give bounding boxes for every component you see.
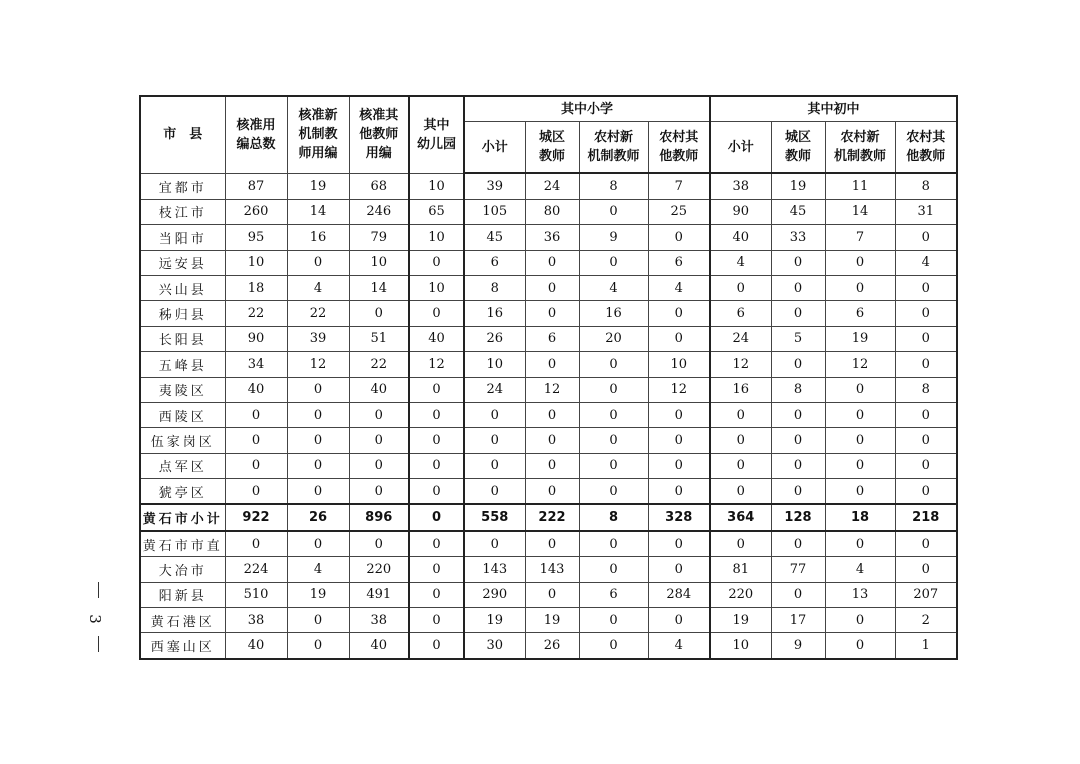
cell-value: 0 — [525, 479, 579, 505]
table-row — [140, 428, 957, 453]
cell-value: 0 — [287, 531, 349, 557]
header-primary-rural-other: 农村其 他教师 — [648, 122, 710, 174]
page-number-text: 3 — [85, 614, 104, 624]
cell-value: 143 — [525, 557, 579, 582]
cell-value: 290 — [464, 582, 525, 607]
header-middle-rural-new: 农村新 机制教师 — [825, 122, 895, 174]
cell-value: 0 — [287, 250, 349, 275]
cell-value: 220 — [349, 557, 409, 582]
table-row — [140, 633, 957, 659]
cell-value: 79 — [349, 225, 409, 250]
cell-value: 12 — [287, 352, 349, 377]
row-name: 当阳市 — [140, 225, 225, 250]
cell-value: 10 — [648, 352, 710, 377]
cell-value: 19 — [287, 582, 349, 607]
cell-value: 0 — [710, 402, 771, 427]
cell-value: 8 — [895, 173, 957, 199]
cell-value: 0 — [409, 453, 464, 478]
cell-value: 0 — [287, 608, 349, 633]
table-row — [140, 199, 957, 224]
cell-value: 207 — [895, 582, 957, 607]
cell-value: 90 — [710, 199, 771, 224]
row-name: 猇亭区 — [140, 479, 225, 505]
cell-value: 0 — [409, 479, 464, 505]
cell-value: 0 — [895, 428, 957, 453]
page-number-dash-bottom — [98, 636, 99, 652]
cell-value: 4 — [895, 250, 957, 275]
cell-value: 0 — [579, 352, 648, 377]
cell-value: 0 — [648, 608, 710, 633]
row-name: 秭归县 — [140, 301, 225, 326]
header-middle-subtotal: 小计 — [710, 122, 771, 174]
cell-value: 24 — [710, 326, 771, 351]
cell-value: 0 — [225, 479, 287, 505]
cell-value: 0 — [648, 557, 710, 582]
header-other: 核准其 他教师 用编 — [349, 96, 409, 173]
cell-value: 12 — [409, 352, 464, 377]
row-name: 阳新县 — [140, 582, 225, 607]
cell-value: 40 — [710, 225, 771, 250]
cell-value: 4 — [825, 557, 895, 582]
cell-value: 39 — [287, 326, 349, 351]
cell-value: 0 — [409, 402, 464, 427]
cell-value: 10 — [409, 275, 464, 300]
cell-value: 0 — [825, 453, 895, 478]
cell-value: 10 — [225, 250, 287, 275]
cell-value: 0 — [825, 428, 895, 453]
header-middle-group: 其中初中 — [710, 96, 957, 122]
table-row — [140, 453, 957, 478]
cell-value: 4 — [648, 633, 710, 659]
row-name: 五峰县 — [140, 352, 225, 377]
cell-value: 0 — [409, 531, 464, 557]
cell-value: 24 — [464, 377, 525, 402]
cell-value: 4 — [710, 250, 771, 275]
cell-value: 0 — [409, 582, 464, 607]
cell-value: 0 — [825, 633, 895, 659]
cell-value: 0 — [287, 633, 349, 659]
cell-value: 0 — [409, 428, 464, 453]
cell-value: 0 — [579, 402, 648, 427]
cell-value: 6 — [825, 301, 895, 326]
cell-value: 0 — [225, 428, 287, 453]
table-row — [140, 608, 957, 633]
cell-value: 0 — [825, 377, 895, 402]
cell-value: 24 — [525, 173, 579, 199]
cell-value: 220 — [710, 582, 771, 607]
cell-value: 0 — [825, 250, 895, 275]
cell-value: 4 — [287, 557, 349, 582]
cell-value: 558 — [464, 504, 525, 530]
cell-value: 0 — [648, 402, 710, 427]
cell-value: 0 — [349, 301, 409, 326]
header-primary-urban: 城区 教师 — [525, 122, 579, 174]
cell-value: 45 — [464, 225, 525, 250]
cell-value: 0 — [464, 479, 525, 505]
cell-value: 7 — [825, 225, 895, 250]
cell-value: 4 — [579, 275, 648, 300]
cell-value: 0 — [825, 402, 895, 427]
cell-value: 0 — [579, 557, 648, 582]
cell-value: 222 — [525, 504, 579, 530]
header-city: 市 县 — [140, 96, 225, 173]
table-row — [140, 275, 957, 300]
cell-value: 90 — [225, 326, 287, 351]
cell-value: 0 — [895, 557, 957, 582]
cell-value: 12 — [710, 352, 771, 377]
cell-value: 0 — [579, 428, 648, 453]
cell-value: 0 — [648, 225, 710, 250]
cell-value: 26 — [525, 633, 579, 659]
cell-value: 0 — [825, 479, 895, 505]
cell-value: 8 — [771, 377, 825, 402]
header-primary-rural-new: 农村新 机制教师 — [579, 122, 648, 174]
cell-value: 0 — [349, 428, 409, 453]
cell-value: 0 — [225, 402, 287, 427]
header-primary-subtotal: 小计 — [464, 122, 525, 174]
cell-value: 246 — [349, 199, 409, 224]
row-name: 点军区 — [140, 453, 225, 478]
cell-value: 9 — [579, 225, 648, 250]
cell-value: 20 — [579, 326, 648, 351]
cell-value: 12 — [525, 377, 579, 402]
cell-value: 0 — [579, 608, 648, 633]
table-row — [140, 531, 957, 557]
cell-value: 0 — [648, 428, 710, 453]
cell-value: 0 — [771, 250, 825, 275]
table-row — [140, 557, 957, 582]
cell-value: 0 — [464, 402, 525, 427]
cell-value: 896 — [349, 504, 409, 530]
cell-value: 6 — [525, 326, 579, 351]
cell-value: 8 — [579, 504, 648, 530]
cell-value: 0 — [771, 352, 825, 377]
cell-value: 0 — [895, 531, 957, 557]
header-middle-rural-other: 农村其 他教师 — [895, 122, 957, 174]
cell-value: 80 — [525, 199, 579, 224]
cell-value: 14 — [349, 275, 409, 300]
cell-value: 38 — [710, 173, 771, 199]
cell-value: 0 — [771, 275, 825, 300]
cell-value: 19 — [287, 173, 349, 199]
cell-value: 260 — [225, 199, 287, 224]
row-name: 西塞山区 — [140, 633, 225, 659]
cell-value: 0 — [579, 453, 648, 478]
cell-value: 0 — [287, 428, 349, 453]
cell-value: 1 — [895, 633, 957, 659]
cell-value: 95 — [225, 225, 287, 250]
cell-value: 0 — [409, 250, 464, 275]
cell-value: 10 — [710, 633, 771, 659]
cell-value: 0 — [771, 301, 825, 326]
cell-value: 0 — [525, 428, 579, 453]
cell-value: 16 — [464, 301, 525, 326]
cell-value: 77 — [771, 557, 825, 582]
cell-value: 5 — [771, 326, 825, 351]
cell-value: 0 — [349, 402, 409, 427]
cell-value: 0 — [409, 301, 464, 326]
cell-value: 30 — [464, 633, 525, 659]
table-row — [140, 225, 957, 250]
cell-value: 0 — [525, 352, 579, 377]
page-number — [86, 582, 112, 652]
cell-value: 26 — [287, 504, 349, 530]
table-row — [140, 582, 957, 607]
row-name: 宜都市 — [140, 173, 225, 199]
cell-value: 0 — [771, 453, 825, 478]
cell-value: 218 — [895, 504, 957, 530]
cell-value: 0 — [710, 428, 771, 453]
staffing-table — [139, 95, 958, 660]
cell-value: 0 — [825, 608, 895, 633]
cell-value: 0 — [525, 402, 579, 427]
cell-value: 0 — [579, 250, 648, 275]
cell-value: 128 — [771, 504, 825, 530]
cell-value: 0 — [579, 199, 648, 224]
cell-value: 34 — [225, 352, 287, 377]
cell-value: 22 — [349, 352, 409, 377]
header-total: 核准用 编总数 — [225, 96, 287, 173]
cell-value: 26 — [464, 326, 525, 351]
cell-value: 18 — [225, 275, 287, 300]
cell-value: 0 — [464, 453, 525, 478]
cell-value: 14 — [825, 199, 895, 224]
cell-value: 364 — [710, 504, 771, 530]
cell-value: 0 — [648, 453, 710, 478]
table-row — [140, 173, 957, 199]
cell-value: 33 — [771, 225, 825, 250]
cell-value: 19 — [771, 173, 825, 199]
cell-value: 0 — [349, 453, 409, 478]
cell-value: 0 — [895, 479, 957, 505]
table-row — [140, 504, 957, 530]
cell-value: 0 — [349, 479, 409, 505]
cell-value: 0 — [525, 250, 579, 275]
cell-value: 6 — [579, 582, 648, 607]
cell-value: 0 — [287, 402, 349, 427]
row-name: 枝江市 — [140, 199, 225, 224]
cell-value: 6 — [464, 250, 525, 275]
cell-value: 0 — [771, 582, 825, 607]
cell-value: 0 — [287, 377, 349, 402]
cell-value: 0 — [579, 633, 648, 659]
cell-value: 0 — [579, 531, 648, 557]
cell-value: 68 — [349, 173, 409, 199]
cell-value: 13 — [825, 582, 895, 607]
cell-value: 16 — [710, 377, 771, 402]
cell-value: 0 — [895, 402, 957, 427]
header-primary-group: 其中小学 — [464, 96, 710, 122]
cell-value: 0 — [409, 377, 464, 402]
cell-value: 7 — [648, 173, 710, 199]
cell-value: 40 — [225, 377, 287, 402]
cell-value: 14 — [287, 199, 349, 224]
cell-value: 40 — [225, 633, 287, 659]
cell-value: 0 — [525, 582, 579, 607]
row-name: 黄石市小计 — [140, 504, 225, 530]
cell-value: 0 — [464, 531, 525, 557]
cell-value: 40 — [349, 377, 409, 402]
cell-value: 8 — [464, 275, 525, 300]
row-name: 大冶市 — [140, 557, 225, 582]
cell-value: 0 — [579, 479, 648, 505]
cell-value: 65 — [409, 199, 464, 224]
cell-value: 18 — [825, 504, 895, 530]
cell-value: 10 — [349, 250, 409, 275]
table-row — [140, 352, 957, 377]
header-middle-urban: 城区 教师 — [771, 122, 825, 174]
cell-value: 45 — [771, 199, 825, 224]
cell-value: 40 — [349, 633, 409, 659]
cell-value: 9 — [771, 633, 825, 659]
row-name: 远安县 — [140, 250, 225, 275]
cell-value: 0 — [287, 453, 349, 478]
cell-value: 25 — [648, 199, 710, 224]
row-name: 伍家岗区 — [140, 428, 225, 453]
cell-value: 2 — [895, 608, 957, 633]
cell-value: 0 — [409, 608, 464, 633]
table-row — [140, 301, 957, 326]
cell-value: 0 — [648, 531, 710, 557]
cell-value: 10 — [409, 173, 464, 199]
cell-value: 0 — [409, 504, 464, 530]
cell-value: 0 — [771, 479, 825, 505]
cell-value: 0 — [895, 326, 957, 351]
cell-value: 0 — [895, 301, 957, 326]
cell-value: 224 — [225, 557, 287, 582]
cell-value: 328 — [648, 504, 710, 530]
cell-value: 6 — [710, 301, 771, 326]
cell-value: 38 — [349, 608, 409, 633]
cell-value: 38 — [225, 608, 287, 633]
cell-value: 0 — [710, 479, 771, 505]
table-row — [140, 479, 957, 505]
page-number-dash-top — [98, 582, 99, 598]
cell-value: 510 — [225, 582, 287, 607]
cell-value: 16 — [287, 225, 349, 250]
cell-value: 4 — [648, 275, 710, 300]
cell-value: 22 — [225, 301, 287, 326]
cell-value: 0 — [225, 531, 287, 557]
cell-value: 10 — [464, 352, 525, 377]
cell-value: 22 — [287, 301, 349, 326]
cell-value: 0 — [225, 453, 287, 478]
table-row — [140, 402, 957, 427]
header-kindergarten: 其中 幼儿园 — [409, 96, 464, 173]
row-name: 黄石市市直 — [140, 531, 225, 557]
cell-value: 19 — [464, 608, 525, 633]
cell-value: 40 — [409, 326, 464, 351]
cell-value: 0 — [710, 531, 771, 557]
row-name: 西陵区 — [140, 402, 225, 427]
cell-value: 0 — [525, 301, 579, 326]
cell-value: 0 — [825, 531, 895, 557]
cell-value: 0 — [825, 275, 895, 300]
cell-value: 87 — [225, 173, 287, 199]
cell-value: 19 — [825, 326, 895, 351]
cell-value: 922 — [225, 504, 287, 530]
row-name: 兴山县 — [140, 275, 225, 300]
cell-value: 0 — [895, 275, 957, 300]
cell-value: 0 — [771, 531, 825, 557]
cell-value: 0 — [710, 453, 771, 478]
cell-value: 0 — [525, 453, 579, 478]
cell-value: 105 — [464, 199, 525, 224]
cell-value: 19 — [525, 608, 579, 633]
cell-value: 0 — [579, 377, 648, 402]
cell-value: 11 — [825, 173, 895, 199]
cell-value: 16 — [579, 301, 648, 326]
cell-value: 12 — [648, 377, 710, 402]
cell-value: 0 — [648, 326, 710, 351]
cell-value: 0 — [771, 428, 825, 453]
table-row — [140, 377, 957, 402]
cell-value: 39 — [464, 173, 525, 199]
cell-value: 143 — [464, 557, 525, 582]
header-new-mech: 核准新 机制教 师用编 — [287, 96, 349, 173]
cell-value: 4 — [287, 275, 349, 300]
cell-value: 0 — [464, 428, 525, 453]
row-name: 夷陵区 — [140, 377, 225, 402]
cell-value: 19 — [710, 608, 771, 633]
cell-value: 0 — [409, 557, 464, 582]
row-name: 黄石港区 — [140, 608, 225, 633]
cell-value: 0 — [349, 531, 409, 557]
cell-value: 8 — [895, 377, 957, 402]
cell-value: 0 — [895, 352, 957, 377]
cell-value: 0 — [525, 531, 579, 557]
table-row — [140, 326, 957, 351]
cell-value: 0 — [409, 633, 464, 659]
cell-value: 284 — [648, 582, 710, 607]
table-body — [140, 173, 957, 658]
cell-value: 6 — [648, 250, 710, 275]
cell-value: 0 — [895, 453, 957, 478]
cell-value: 17 — [771, 608, 825, 633]
row-name: 长阳县 — [140, 326, 225, 351]
cell-value: 0 — [525, 275, 579, 300]
cell-value: 36 — [525, 225, 579, 250]
cell-value: 0 — [648, 301, 710, 326]
cell-value: 10 — [409, 225, 464, 250]
cell-value: 51 — [349, 326, 409, 351]
table-row — [140, 250, 957, 275]
cell-value: 81 — [710, 557, 771, 582]
cell-value: 31 — [895, 199, 957, 224]
cell-value: 0 — [895, 225, 957, 250]
cell-value: 0 — [287, 479, 349, 505]
cell-value: 0 — [648, 479, 710, 505]
cell-value: 491 — [349, 582, 409, 607]
cell-value: 0 — [771, 402, 825, 427]
cell-value: 0 — [710, 275, 771, 300]
cell-value: 12 — [825, 352, 895, 377]
cell-value: 8 — [579, 173, 648, 199]
